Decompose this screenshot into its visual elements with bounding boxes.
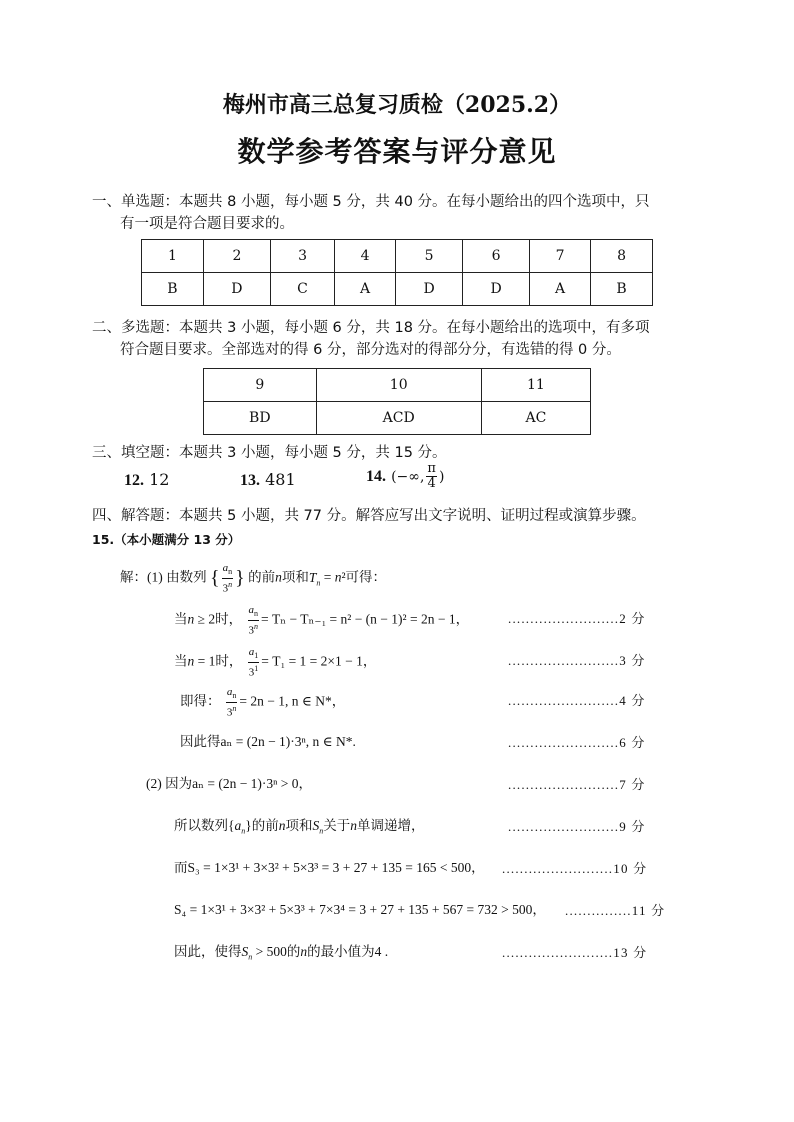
item-number: 12. <box>124 472 144 489</box>
score-marker: .........................10 分 <box>502 861 648 876</box>
section2-line2: 符合题目要求。全部选对的得 6 分，部分选对的得部分分，有选错的得 0 分。 <box>120 342 621 358</box>
fill-answer-12 <box>124 470 169 490</box>
q15-step4: 因此得aₙ = (2n − 1)·3ⁿ, n ∈ N*. <box>180 734 356 749</box>
section4-heading: 四、解答题：本题共 5 小题，共 77 分。解答应写出文字说明、证明过程或演算步骤。 <box>92 508 646 524</box>
q15-part2-step4: S₄ = 1×3¹ + 3×3² + 5×3³ + 7×3⁴ = 3 + 27 + 135 + 567 = 732 > 500， <box>174 902 546 917</box>
question-number: 3 <box>270 240 334 273</box>
answer-key-title: 数学参考答案与评分意见 <box>237 135 557 168</box>
score-marker: .........................13 分 <box>502 945 648 960</box>
table-row <box>204 369 591 402</box>
answer-cell: C <box>270 273 334 306</box>
q15-part2-step3: 而S₃ = 1×3¹ + 3×3² + 5×3³ = 3 + 27 + 135 = 165 < 500， <box>174 860 485 875</box>
question-number: 9 <box>204 369 317 402</box>
item-number: 13. <box>240 472 260 489</box>
section1-line2: 有一项是符合题目要求的。 <box>120 216 294 232</box>
answer-cell: D <box>463 273 530 306</box>
answer-cell: A <box>335 273 396 306</box>
question-number: 8 <box>591 240 653 273</box>
score-marker: .........................7 分 <box>508 777 646 792</box>
single-choice-table <box>141 239 653 306</box>
item-number: 14. <box>366 468 386 485</box>
question-number: 11 <box>481 369 590 402</box>
q15-step3: 即得： $\frac{a_n}{3^n}$ = 2n − 1, n ∈ N*， <box>180 686 346 719</box>
table-row <box>142 273 653 306</box>
score-marker: .........................4 分 <box>508 693 646 708</box>
fraction: $\frac{a_n}{3^n}$ <box>222 562 233 595</box>
pi-over-4-fraction: $\frac{\pi}{4}$ <box>427 461 436 491</box>
fill-answer-13 <box>240 470 296 490</box>
item-answer: 12 <box>149 470 170 489</box>
section2-line1: 二、多选题：本题共 3 小题，每小题 6 分，共 18 分。在每小题给出的选项中，有多项 <box>92 320 650 336</box>
answer-cell: D <box>396 273 463 306</box>
answer-cell: AC <box>481 402 590 435</box>
item-answer: 481 <box>265 470 296 489</box>
answer-cell: B <box>591 273 653 306</box>
q15-intro: 解：(1) 由数列 { $\frac{a_n}{3^n}$ } 的前n项和$T_n = n^2$可得： <box>120 562 387 595</box>
table-row <box>204 402 591 435</box>
question-number: 1 <box>142 240 204 273</box>
question-number: 7 <box>530 240 591 273</box>
answer-cell: BD <box>204 402 317 435</box>
table-row <box>142 240 653 273</box>
section1-line1: 一、单选题：本题共 8 小题，每小题 5 分，共 40 分。在每小题给出的四个选项中，只 <box>92 194 650 210</box>
exam-title: 梅州市高三总复习质检（2025.2） <box>222 92 572 118</box>
item-answer-prefix: (−∞, <box>391 469 425 485</box>
q15-step1: 当n ≥ 2时， $\frac{a_n}{3^n}$ = Tₙ − Tₙ₋₁ = n² − (n − 1)² = 2n − 1， <box>174 604 470 637</box>
question-number: 5 <box>396 240 463 273</box>
score-marker: .........................6 分 <box>508 735 646 750</box>
answer-cell: D <box>203 273 270 306</box>
question-number: 4 <box>335 240 396 273</box>
score-marker: .........................3 分 <box>508 653 646 668</box>
fill-answer-14 <box>366 462 444 491</box>
q15-title: 15.（本小题满分 13 分） <box>92 532 241 547</box>
question-number: 10 <box>316 369 481 402</box>
score-marker: .........................9 分 <box>508 819 646 834</box>
answer-cell: B <box>142 273 204 306</box>
multi-choice-table <box>203 368 591 435</box>
question-number: 6 <box>463 240 530 273</box>
q15-step2: 当n = 1时， $\frac{a_1}{3^1}$ = T₁ = 1 = 2×1 − 1， <box>174 646 377 679</box>
answer-cell: ACD <box>316 402 481 435</box>
q15-part2-step5: 因此，使得$S_n > 500$的n的最小值为4 . <box>174 944 389 962</box>
question-number: 2 <box>203 240 270 273</box>
score-marker: ...............11 分 <box>565 903 666 918</box>
answer-cell: A <box>530 273 591 306</box>
q15-part2-step1: (2) 因为aₙ = (2n − 1)·3ⁿ > 0， <box>146 776 313 791</box>
item-answer-suffix: ) <box>438 469 445 485</box>
section3-heading: 三、填空题：本题共 3 小题，每小题 5 分，共 15 分。 <box>92 445 447 461</box>
q15-part2-step2: 所以数列$\{a_n\}$的前n项和$S_n$关于n单调递增， <box>174 818 425 836</box>
score-marker: .........................2 分 <box>508 611 646 626</box>
